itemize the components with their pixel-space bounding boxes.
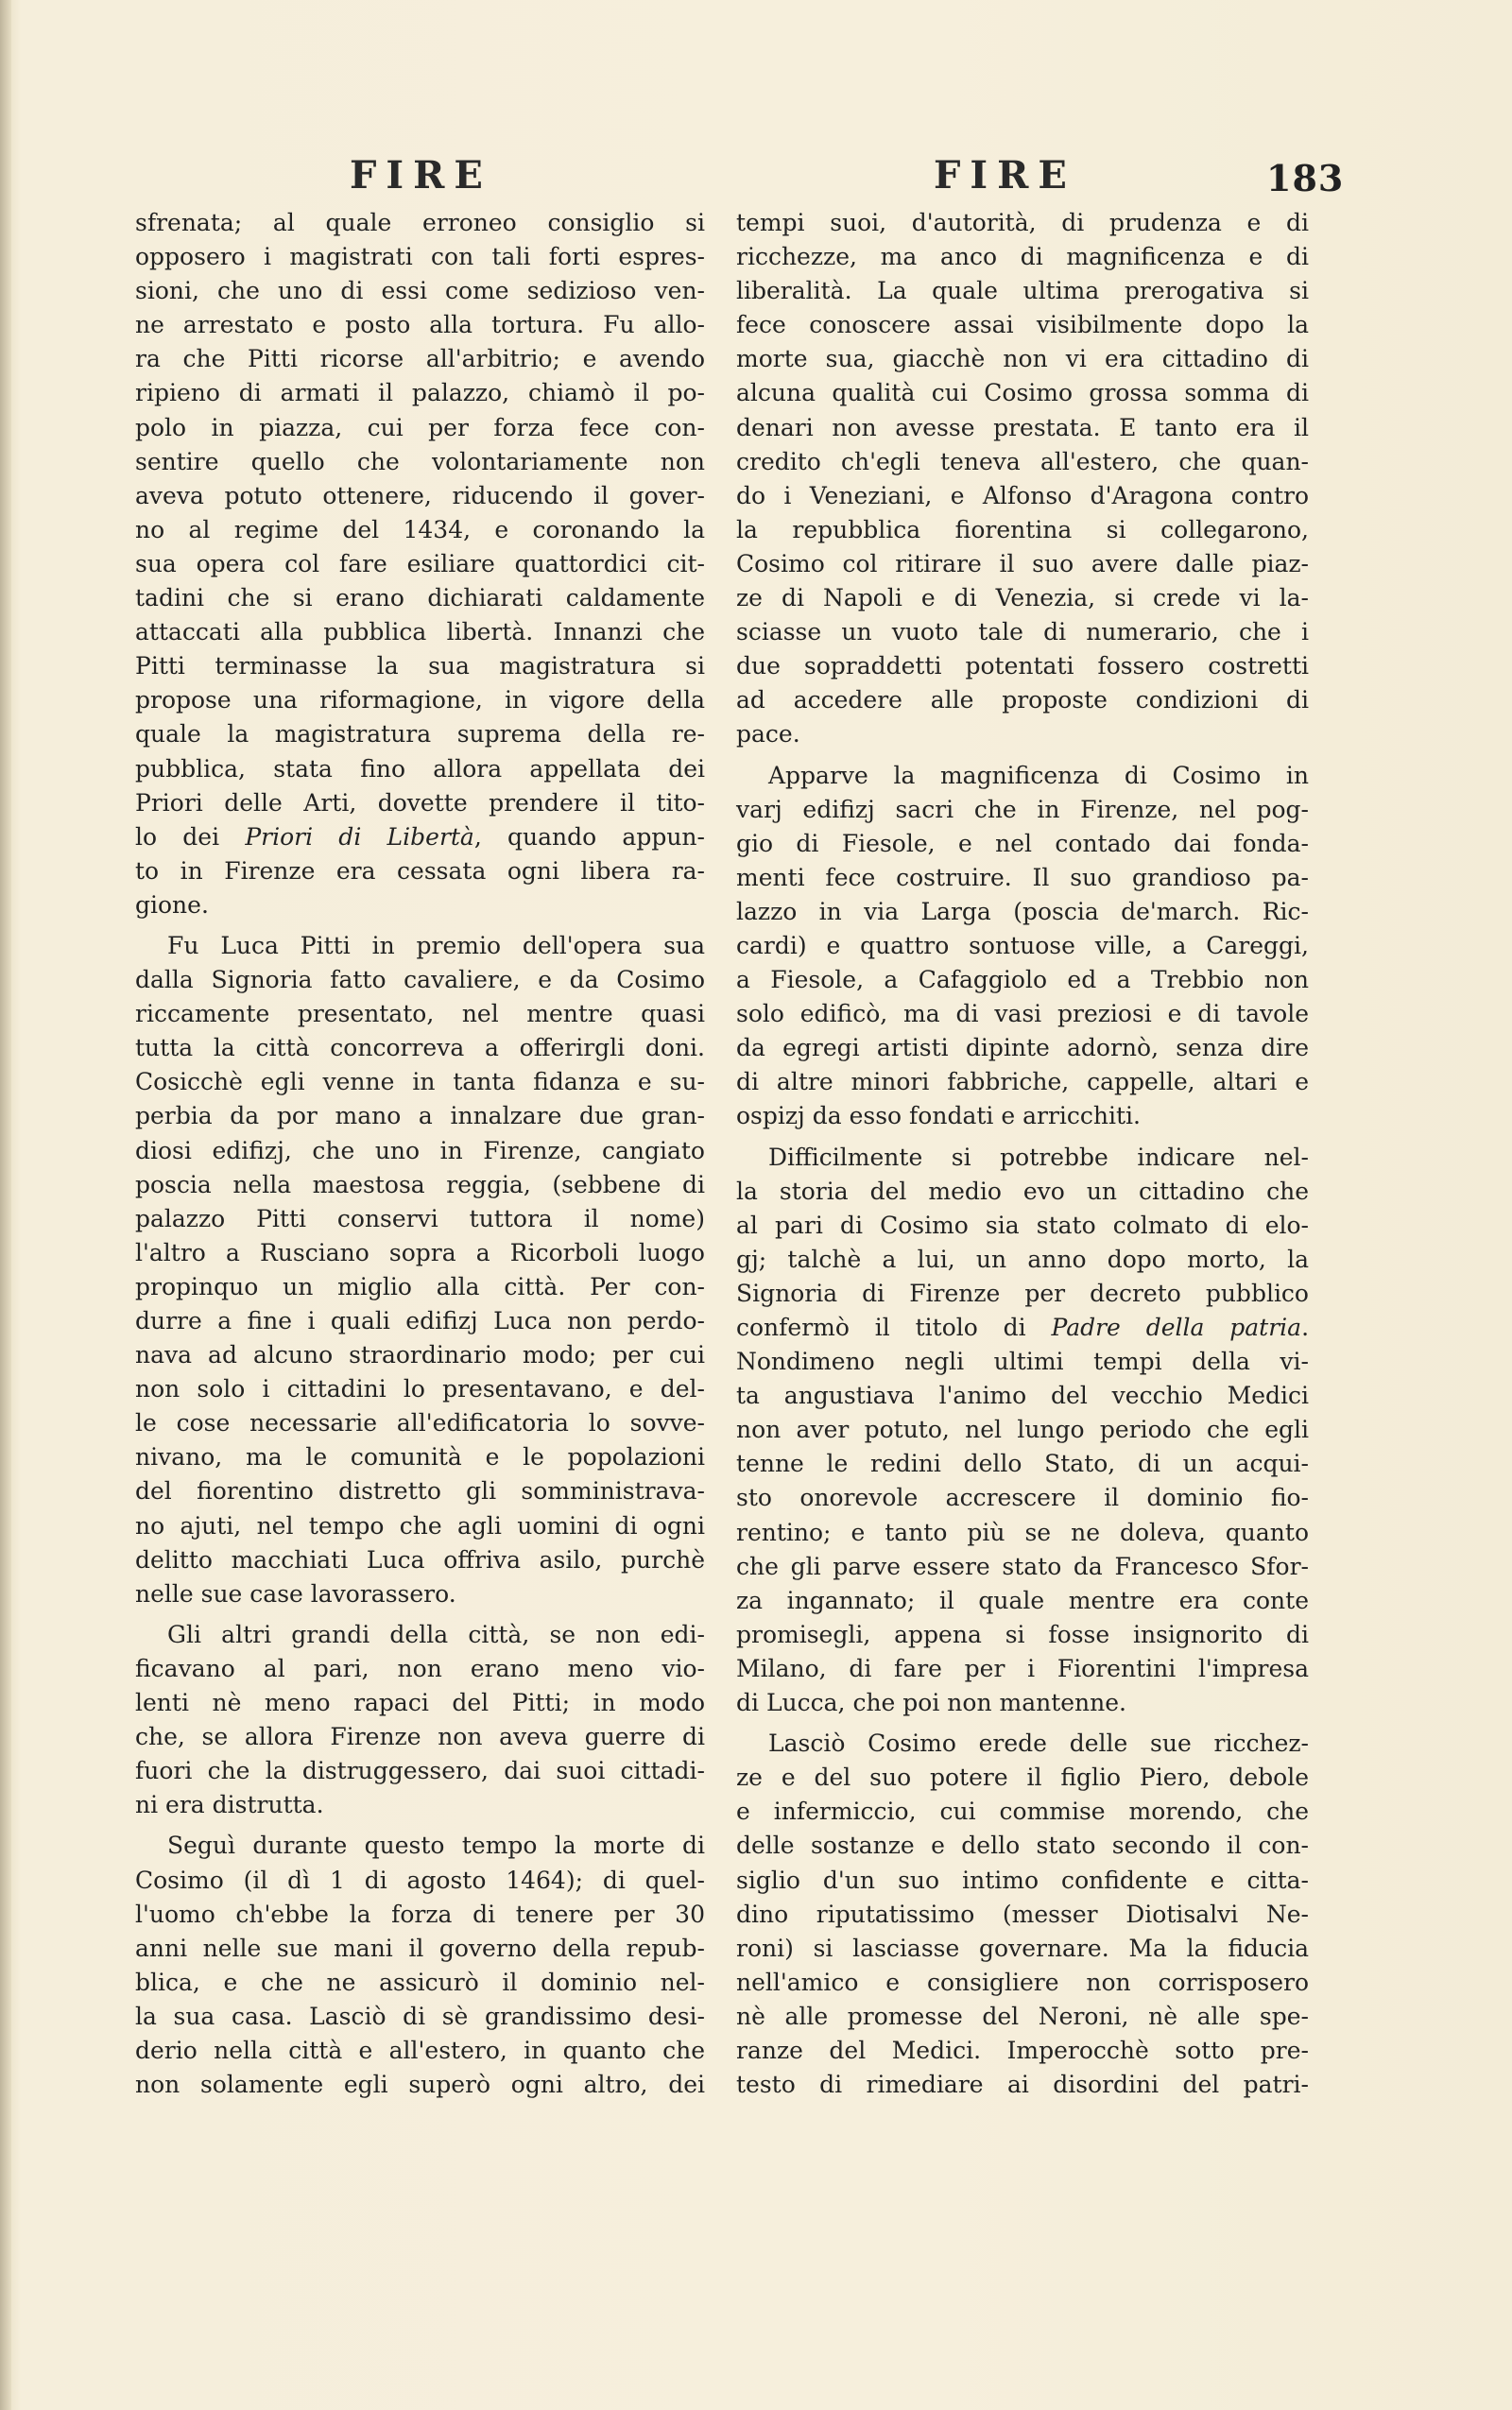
text-line (135, 1474, 705, 1508)
text-line (736, 895, 1309, 929)
text-run: testo di rimediare ai disordini del patri- (736, 2071, 1309, 2099)
text-line (135, 1543, 705, 1577)
text-run: ad accedere alle proposte condizioni di (736, 686, 1309, 714)
text-line (135, 342, 705, 376)
text-run: solo edificò, ma di vasi preziosi e di tavole (736, 1000, 1309, 1028)
text-run: del fiorentino distretto gli somministrava- (135, 1477, 705, 1506)
text-line (135, 752, 705, 786)
text-run: Lasciò Cosimo erede delle sue ricchez- (768, 1730, 1309, 1758)
text-line (135, 2034, 705, 2068)
text-line (135, 1338, 705, 1372)
text-line (736, 963, 1309, 997)
text-run: e infermiccio, cui commise morendo, che (736, 1798, 1309, 1826)
text-line (135, 1932, 705, 1966)
text-run: gj; talchè a lui, un anno dopo morto, la (736, 1245, 1309, 1273)
text-line (135, 547, 705, 581)
text-line (736, 1065, 1309, 1099)
text-line (135, 1236, 705, 1270)
text-line (135, 1202, 705, 1236)
text-run: Difficilmente si potrebbe indicare nel- (768, 1143, 1309, 1171)
text-run: Apparve la magnificenza di Cosimo in (768, 761, 1309, 789)
text-line (135, 1754, 705, 1788)
text-run: nava ad alcuno straordinario modo; per cui (135, 1341, 705, 1369)
text-run: ze di Napoli e di Venezia, si crede vi la- (736, 584, 1309, 612)
text-run: che, se allora Firenze non aveva guerre di (135, 1723, 705, 1751)
text-line (135, 581, 705, 615)
text-run: Milano, di fare per i Fiorentini l'impresa (736, 1654, 1309, 1682)
text-line (135, 411, 705, 445)
text-line (135, 888, 705, 922)
text-line (135, 2000, 705, 2034)
text-run: rentino; e tanto più se ne doleva, quanto (736, 1518, 1309, 1546)
text-line (135, 2068, 705, 2102)
text-line (736, 274, 1309, 308)
text-run: ficavano al pari, non erano meno vio- (135, 1654, 705, 1682)
text-run: Fu Luca Pitti in premio dell'opera sua (167, 931, 705, 959)
text-run: promisegli, appena si fosse insignorito di (736, 1620, 1309, 1648)
text-run: dino riputatissimo (messer Diotisalvi Ne- (736, 1900, 1309, 1928)
text-run: Nondimeno negli ultimi tempi della vi- (736, 1348, 1309, 1376)
text-line (736, 2068, 1309, 2102)
text-line (736, 1345, 1309, 1379)
text-line (736, 1618, 1309, 1652)
running-head-right: FIRE (934, 153, 1076, 198)
text-run: sciasse un vuoto tale di numerario, che i (736, 618, 1309, 646)
text-run: nè alle promesse del Neroni, nè alle spe- (736, 2002, 1309, 2030)
text-line (736, 1209, 1309, 1243)
text-line (736, 1277, 1309, 1311)
text-column-left (135, 206, 705, 2102)
text-run: nell'amico e consigliere non corrisposero (736, 1968, 1309, 1996)
text-run: nivano, ma le comunità e le popolazioni (135, 1443, 705, 1472)
text-run: non solo i cittadini lo presentavano, e del- (135, 1375, 705, 1403)
text-run: Cosimo (il dì 1 di agosto 1464); di quel- (135, 1866, 705, 1894)
text-run: denari non avesse prestata. E tanto era il (736, 413, 1309, 441)
text-run: di altre minori fabbriche, cappelle, altari e (736, 1068, 1309, 1096)
text-line (135, 820, 705, 854)
text-line (736, 1550, 1309, 1584)
text-line (135, 445, 705, 479)
text-run: blica, e che ne assicurò il dominio nel- (135, 1968, 705, 1996)
text-run: no al regime del 1434, e coronando la (135, 515, 705, 543)
text-run: ra che Pitti ricorse all'arbitrio; e avendo (135, 345, 705, 373)
text-run: fece conoscere assai visibilmente dopo la (736, 311, 1309, 339)
text-line (135, 513, 705, 547)
text-run: Seguì durante questo tempo la morte di (167, 1832, 705, 1860)
text-run: attaccati alla pubblica libertà. Innanzi che (135, 618, 705, 646)
text-line (135, 1372, 705, 1406)
text-run: siglio d'un suo intimo confidente e citta- (736, 1866, 1309, 1894)
text-line (135, 1134, 705, 1168)
text-run: diosi edifizj, che uno in Firenze, cangiato (135, 1136, 705, 1164)
text-line (736, 717, 1309, 751)
text-run: sioni, che uno di essi come sedizioso ven- (135, 277, 705, 305)
text-run: ripieno di armati il palazzo, chiamò il po- (135, 379, 705, 407)
text-run: tenne le redini dello Stato, di un acqui- (736, 1450, 1309, 1478)
text-run: le cose necessarie all'edificatoria lo sovve- (135, 1409, 705, 1437)
text-run: non solamente egli superò ogni altro, dei (135, 2071, 705, 2099)
text-line (736, 547, 1309, 581)
text-line (135, 1864, 705, 1898)
text-line (736, 615, 1309, 649)
text-run: ricchezze, ma anco di magnificenza e di (736, 243, 1309, 271)
text-run: a Fiesole, a Cafaggiolo ed a Trebbio non (736, 966, 1309, 994)
text-line (736, 929, 1309, 963)
text-run: , quando appun- (473, 822, 705, 851)
text-run: al pari di Cosimo sia stato colmato di elo- (736, 1211, 1309, 1239)
text-line (736, 479, 1309, 513)
text-run: poscia nella maestosa reggia, (sebbene di (135, 1170, 705, 1198)
text-line (135, 308, 705, 342)
text-line (135, 1618, 705, 1652)
text-run: palazzo Pitti conservi tuttora il nome) (135, 1204, 705, 1232)
text-line (736, 1031, 1309, 1065)
text-line (135, 1406, 705, 1440)
text-line (736, 1413, 1309, 1447)
text-line (736, 997, 1309, 1031)
text-line (736, 1243, 1309, 1277)
text-run: cardi) e quattro sontuose ville, a Careggi, (736, 931, 1309, 959)
text-run: varj edifizj sacri che in Firenze, nel pog- (736, 795, 1309, 823)
page-gutter-shadow (0, 0, 11, 2410)
text-line (135, 997, 705, 1031)
text-line (135, 376, 705, 410)
text-line (135, 717, 705, 751)
text-line (135, 1652, 705, 1686)
text-run: ta angustiava l'animo del vecchio Medici (736, 1382, 1309, 1410)
text-line (135, 206, 705, 240)
text-line (736, 342, 1309, 376)
text-line (736, 759, 1309, 793)
text-line (736, 861, 1309, 895)
text-run: riccamente presentato, nel mentre quasi (135, 1000, 705, 1028)
text-run: non aver potuto, nel lungo periodo che egli (736, 1416, 1309, 1444)
text-line (135, 1720, 705, 1754)
text-line (135, 479, 705, 513)
text-line (135, 963, 705, 997)
text-line (135, 854, 705, 888)
text-run: da egregi artisti dipinte adornò, senza dire (736, 1034, 1309, 1062)
text-line (736, 1829, 1309, 1863)
text-run: fuori che la distruggessero, dai suoi cittadi- (135, 1757, 705, 1785)
text-run: gione. (135, 890, 209, 919)
text-run: alcuna qualità cui Cosimo grossa somma di (736, 379, 1309, 407)
text-line (736, 1686, 1309, 1720)
text-run: Gli altri grandi della città, se non edi- (167, 1620, 705, 1648)
text-run: di Lucca, che poi non mantenne. (736, 1689, 1126, 1717)
text-line (736, 2000, 1309, 2034)
text-line (135, 1577, 705, 1611)
text-line (135, 1031, 705, 1065)
running-head-left: FIRE (350, 153, 492, 198)
text-run: liberalità. La quale ultima prerogativa si (736, 277, 1309, 305)
text-line (135, 1065, 705, 1099)
text-line (135, 929, 705, 963)
text-run: propinquo un miglio alla città. Per con- (135, 1272, 705, 1300)
text-line (135, 240, 705, 274)
text-line (736, 1898, 1309, 1932)
text-run: dalla Signoria fatto cavaliere, e da Cosimo (135, 966, 705, 994)
text-run: ni era distrutta. (135, 1791, 324, 1819)
text-run: Cosicchè egli venne in tanta fidanza e su- (135, 1068, 705, 1096)
text-run: sto onorevole accrescere il dominio fio- (736, 1484, 1309, 1512)
text-run: l'uomo ch'ebbe la forza di tenere per 30 (135, 1900, 705, 1928)
text-run: pubblica, stata fino allora appellata dei (135, 754, 705, 783)
text-line (736, 1141, 1309, 1175)
text-run: aveva potuto ottenere, riducendo il gover- (135, 481, 705, 509)
text-line (736, 308, 1309, 342)
text-line (736, 1727, 1309, 1761)
text-line (736, 1379, 1309, 1413)
italic-run: Padre della patria (1051, 1314, 1302, 1341)
text-line (135, 1509, 705, 1543)
text-line (135, 1788, 705, 1822)
text-line (736, 1966, 1309, 2000)
text-line (736, 1795, 1309, 1829)
text-line (135, 274, 705, 308)
text-run: durre a fine i quali edifizj Luca non perdo- (135, 1307, 705, 1334)
text-run: lo dei (135, 822, 246, 851)
text-line (135, 1966, 705, 2000)
text-line (736, 1311, 1309, 1345)
text-run: ranze del Medici. Imperocchè sotto pre- (736, 2036, 1309, 2064)
text-run: l'altro a Rusciano sopra a Ricorboli luogo (135, 1238, 705, 1266)
text-line (736, 411, 1309, 445)
text-run: tempi suoi, d'autorità, di prudenza e di (736, 209, 1309, 236)
text-line (135, 1829, 705, 1863)
text-line (736, 683, 1309, 717)
text-line (135, 683, 705, 717)
text-run: za ingannato; il quale mentre era conte (736, 1586, 1309, 1614)
text-line (736, 240, 1309, 274)
text-run: confermò il titolo di (736, 1314, 1052, 1341)
text-run: do i Veneziani, e Alfonso d'Aragona contro (736, 481, 1309, 509)
text-run: credito ch'egli teneva all'estero, che quan- (736, 447, 1309, 475)
text-run: roni) si lasciasse governare. Ma la fiducia (736, 1934, 1309, 1962)
text-line (736, 376, 1309, 410)
text-run: polo in piazza, cui per forza fece con- (135, 413, 705, 441)
text-run: Signoria di Firenze per decreto pubblico (736, 1279, 1309, 1307)
text-run: gio di Fiesole, e nel contado dai fonda- (736, 829, 1309, 857)
italic-run: Priori di Libertà (245, 822, 474, 851)
text-line (736, 1516, 1309, 1550)
text-line (736, 445, 1309, 479)
text-line (135, 615, 705, 649)
text-line (736, 581, 1309, 615)
text-line (135, 1304, 705, 1338)
text-run: perbia da por mano a innalzare due gran- (135, 1102, 705, 1130)
text-line (135, 1270, 705, 1304)
text-column-right (736, 206, 1309, 2102)
text-line (135, 786, 705, 820)
text-run: morte sua, giacchè non vi era cittadino di (736, 345, 1309, 373)
text-run: pace. (736, 720, 800, 749)
text-run: lazzo in via Larga (poscia de'march. Ric- (736, 897, 1309, 925)
page-number: 183 (1266, 157, 1345, 199)
text-run: sfrenata; al quale erroneo consiglio si (135, 209, 705, 236)
text-run: sentire quello che volontariamente non (135, 447, 705, 475)
text-run: la storia del medio evo un cittadino che (736, 1177, 1309, 1205)
text-line (736, 1761, 1309, 1795)
text-run: che gli parve essere stato da Francesco Sfor- (736, 1552, 1309, 1580)
text-line (736, 513, 1309, 547)
text-line (736, 1175, 1309, 1209)
text-line (736, 649, 1309, 683)
text-run: delle sostanze e dello stato secondo il con- (736, 1832, 1309, 1860)
text-line (736, 1584, 1309, 1618)
text-line (135, 1099, 705, 1133)
text-run: opposero i magistrati con tali forti espres- (135, 243, 705, 271)
text-run: due sopraddetti potentati fossero costretti (736, 652, 1309, 680)
text-run: delitto macchiati Luca offriva asilo, purchè (135, 1545, 705, 1574)
text-run: ze e del suo potere il figlio Piero, debole (736, 1764, 1309, 1792)
text-run: no ajuti, nel tempo che agli uomini di ogni (135, 1511, 705, 1540)
text-run: sua opera col fare esiliare quattordici cit- (135, 549, 705, 577)
text-line (135, 649, 705, 683)
text-run: la sua casa. Lasciò di sè grandissimo desi- (135, 2002, 705, 2030)
text-run: anni nelle sue mani il governo della repub- (135, 1934, 705, 1962)
text-line (736, 1481, 1309, 1515)
text-line (135, 1440, 705, 1474)
text-run: ne arrestato e posto alla tortura. Fu allo- (135, 311, 705, 339)
text-line (736, 1932, 1309, 1966)
text-line (135, 1898, 705, 1932)
text-run: menti fece costruire. Il suo grandioso pa- (736, 863, 1309, 891)
text-run: propose una riformagione, in vigore della (135, 686, 705, 714)
text-line (135, 1168, 705, 1202)
text-run: nelle sue case lavorassero. (135, 1579, 456, 1608)
text-line (135, 1686, 705, 1720)
text-line (736, 1099, 1309, 1133)
text-run: Pitti terminasse la sua magistratura si (135, 652, 705, 680)
text-line (736, 1864, 1309, 1898)
text-line (736, 827, 1309, 861)
text-line (736, 1652, 1309, 1686)
text-run: la repubblica fiorentina si collegarono, (736, 515, 1309, 543)
text-line (736, 2034, 1309, 2068)
text-run: quale la magistratura suprema della re- (135, 720, 705, 749)
text-line (736, 793, 1309, 827)
text-run: Cosimo col ritirare il suo avere dalle piaz- (736, 549, 1309, 577)
text-run: Priori delle Arti, dovette prendere il tito- (135, 788, 705, 817)
text-run: to in Firenze era cessata ogni libera ra- (135, 856, 705, 885)
text-run: tutta la città concorreva a offerirgli doni. (135, 1034, 705, 1062)
text-run: . (1301, 1314, 1310, 1341)
text-run: lenti nè meno rapaci del Pitti; in modo (135, 1689, 705, 1717)
text-line (736, 206, 1309, 240)
text-run: tadini che si erano dichiarati caldamente (135, 584, 705, 612)
text-line (736, 1447, 1309, 1481)
text-run: ospizj da esso fondati e arricchiti. (736, 1102, 1141, 1130)
text-run: derio nella città e all'estero, in quanto che (135, 2036, 705, 2064)
